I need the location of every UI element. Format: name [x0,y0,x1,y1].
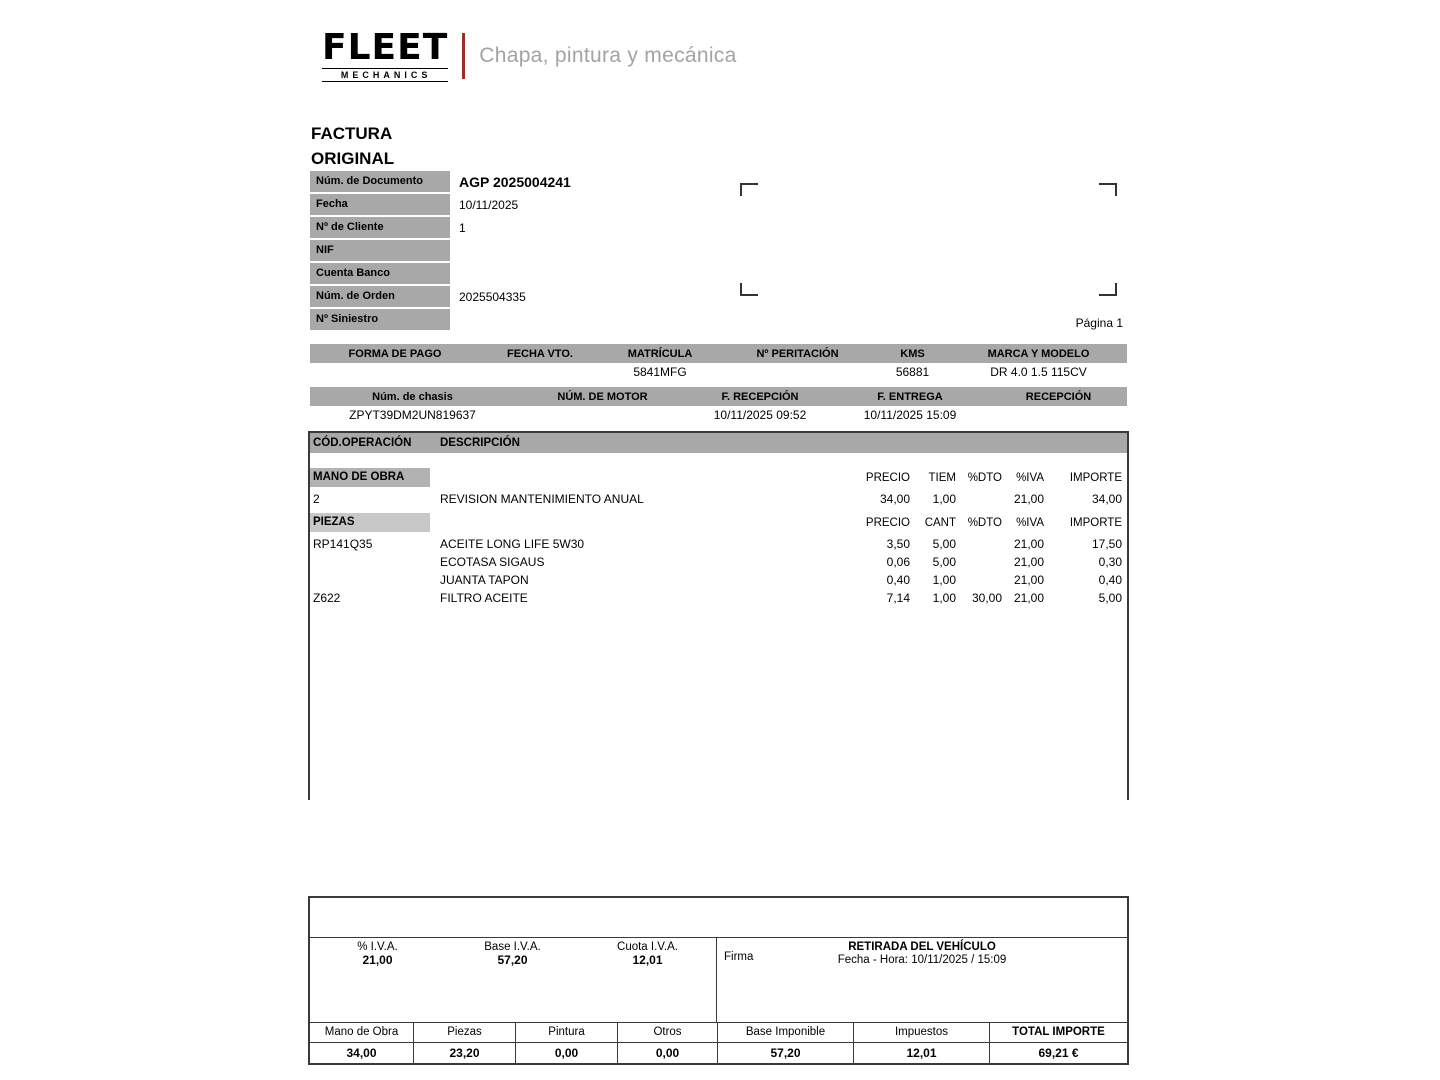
totals-header-row [310,1022,1127,1042]
item-code: 2 [313,492,320,506]
recepcion-fecha-value: 10/11/2025 09:52 [713,408,807,422]
col-header-dto: %DTO [967,471,1002,484]
title-original: ORIGINAL [311,149,395,168]
iva-col [580,941,715,1022]
iva-col [445,941,580,1022]
field-label: Nº de Cliente [310,217,450,238]
field-row-cuenta [310,263,571,284]
total-header-total-importe: TOTAL IMPORTE [989,1023,1127,1042]
item-precio: 0,40 [886,573,910,587]
total-header-pintura: Pintura [515,1023,617,1042]
item-iva: 21,00 [1013,573,1044,587]
item-dto: 30,00 [971,591,1002,605]
col-header: F. ENTREGA [877,390,943,403]
field-value: 1 [459,220,466,235]
forma-de-pago-value [310,365,480,379]
col-header-cant: CANT [924,516,956,529]
item-iva: 21,00 [1013,591,1044,605]
item-code: Z622 [313,591,341,605]
item-precio: 3,50 [886,537,910,551]
item-iva: 21,00 [1013,492,1044,506]
vehicle-header-row-1 [310,344,1127,363]
item-code: RP141Q35 [313,537,373,551]
col-header-importe: IMPORTE [1069,471,1122,484]
title-factura: FACTURA [311,124,393,143]
pickup-section [716,938,1127,1022]
item-qty: 1,00 [932,573,956,587]
address-window-mark-top-right [1099,183,1117,196]
item-importe: 5,00 [1098,591,1122,605]
field-label: Nº Siniestro [310,309,450,330]
total-impuestos: 12,01 [853,1043,989,1063]
item-qty: 5,00 [932,537,956,551]
col-header: KMS [900,347,925,360]
col-header-precio: PRECIO [865,471,910,484]
col-header: FORMA DE PAGO [348,347,442,360]
parts-section-label: PIEZAS [310,513,430,532]
document-title [311,121,394,171]
col-header: MARCA Y MODELO [987,347,1090,360]
total-header-mano-obra: Mano de Obra [324,1026,399,1038]
total-mano-obra: 34,00 [346,1046,377,1060]
field-label: Núm. de Orden [310,286,450,307]
item-description: REVISION MANTENIMIENTO ANUAL [440,492,644,506]
col-header-dto: %DTO [967,516,1002,529]
operations-table [308,431,1129,800]
address-window-mark-bottom-right [1099,283,1117,296]
operations-header-row [310,433,1127,453]
matricula-value: 5841MFG [633,365,687,379]
total-header-base-imponible: Base Imponible [717,1023,853,1042]
summary-box [308,896,1129,1065]
item-importe: 0,30 [1098,555,1122,569]
page-indicator: Página 1 [1075,316,1123,330]
logo-text: FLEET [322,27,449,68]
item-qty: 5,00 [932,555,956,569]
brand-tagline: Chapa, pintura y mecánica [479,44,737,67]
motor-value [515,408,690,422]
field-value: 10/11/2025 [459,197,519,212]
labor-item-row [310,490,1127,508]
iva-pct-value: 21,00 [362,953,393,967]
item-precio: 34,00 [879,492,910,506]
total-header-piezas: Piezas [413,1023,515,1042]
col-header: NÚM. DE MOTOR [557,390,648,403]
field-row-fecha [310,194,571,215]
iva-cuota-value: 12,01 [632,953,663,967]
parts-item-row [310,535,1127,553]
col-header: F. RECEPCIÓN [721,390,799,403]
item-importe: 0,40 [1098,573,1122,587]
total-header-otros: Otros [617,1023,717,1042]
item-precio: 7,14 [886,591,910,605]
field-label: Cuenta Banco [310,263,450,284]
item-description: ACEITE LONG LIFE 5W30 [440,537,585,551]
item-importe: 34,00 [1091,492,1122,506]
field-row-siniestro [310,309,571,330]
total-pintura: 0,00 [515,1043,617,1063]
vehicle-values-row-1 [310,365,1127,379]
totals-values-row [310,1042,1127,1063]
col-header-precio: PRECIO [865,516,910,529]
parts-item-row [310,571,1127,589]
iva-col [310,941,445,1022]
field-value: 2025504335 [459,289,526,304]
item-qty: 1,00 [932,492,956,506]
col-header: RECEPCIÓN [1025,390,1092,403]
field-label: Núm. de Documento [310,171,450,192]
iva-base-header: Base I.V.A. [484,941,541,953]
col-header-importe: IMPORTE [1069,516,1122,529]
total-base-imponible: 57,20 [717,1043,853,1063]
address-window-mark-bottom-left [740,283,758,296]
item-precio: 0,06 [886,555,910,569]
parts-item-row [310,553,1127,571]
iva-pct-header: % I.V.A. [357,941,398,953]
field-row-nif [310,240,571,261]
parts-section-row [310,513,1127,532]
iva-and-pickup-row [310,937,1127,1022]
item-description: ECOTASA SIGAUS [440,555,545,569]
field-row-documento [310,171,571,192]
total-importe: 69,21 € [989,1043,1127,1063]
pickup-title: RETIRADA DEL VEHÍCULO [848,941,996,953]
marca-modelo-value: DR 4.0 1.5 115CV [990,365,1087,379]
iva-base-value: 57,20 [497,953,528,967]
document-fields [310,171,571,332]
item-iva: 21,00 [1013,555,1044,569]
vehicle-values-row-2 [310,408,1127,422]
total-header-impuestos: Impuestos [853,1023,989,1042]
chasis-value: ZPYT39DM2UN819637 [349,408,476,422]
labor-section-row [310,468,1127,487]
total-otros: 0,00 [617,1043,717,1063]
fleet-logo [322,27,449,82]
brand-divider [462,33,465,79]
labor-section-label: MANO DE OBRA [310,468,430,487]
item-iva: 21,00 [1013,537,1044,551]
vehicle-header-row-2 [310,387,1127,406]
col-header-descripcion: DESCRIPCIÓN [440,437,520,449]
field-label: NIF [310,240,450,261]
field-value: AGP 2025004241 [459,173,571,190]
peritacion-value [720,365,875,379]
entrega-fecha-value: 10/11/2025 15:09 [863,408,957,422]
col-header-codigo: CÓD.OPERACIÓN [313,437,412,449]
item-description: FILTRO ACEITE [440,591,528,605]
pickup-datetime: Fecha - Hora: 10/11/2025 / 15:09 [837,954,1007,966]
item-qty: 1,00 [932,591,956,605]
logo-subtext: MECHANICS [322,68,448,82]
address-window-mark-top-left [740,183,758,196]
col-header-iva: %IVA [1016,471,1044,484]
col-header: Nº PERITACIÓN [756,347,839,360]
total-piezas: 23,20 [413,1043,515,1063]
col-header: Núm. de chasis [372,390,453,403]
col-header: FECHA VTO. [506,347,573,360]
fecha-vto-value [480,365,600,379]
parts-item-row [310,589,1127,607]
col-header-tiem: TIEM [928,471,956,484]
col-header-iva: %IVA [1016,516,1044,529]
col-header: MATRÍCULA [627,347,693,360]
brand-header [322,27,737,82]
field-label: Fecha [310,194,450,215]
signature-label: Firma [724,951,754,963]
item-description: JUANTA TAPON [440,573,529,587]
iva-summary [310,938,716,1022]
field-row-cliente [310,217,571,238]
iva-cuota-header: Cuota I.V.A. [617,941,678,953]
recepcion-value [990,408,1127,422]
field-row-orden [310,286,571,307]
kms-value: 56881 [895,365,930,379]
item-importe: 17,50 [1091,537,1122,551]
